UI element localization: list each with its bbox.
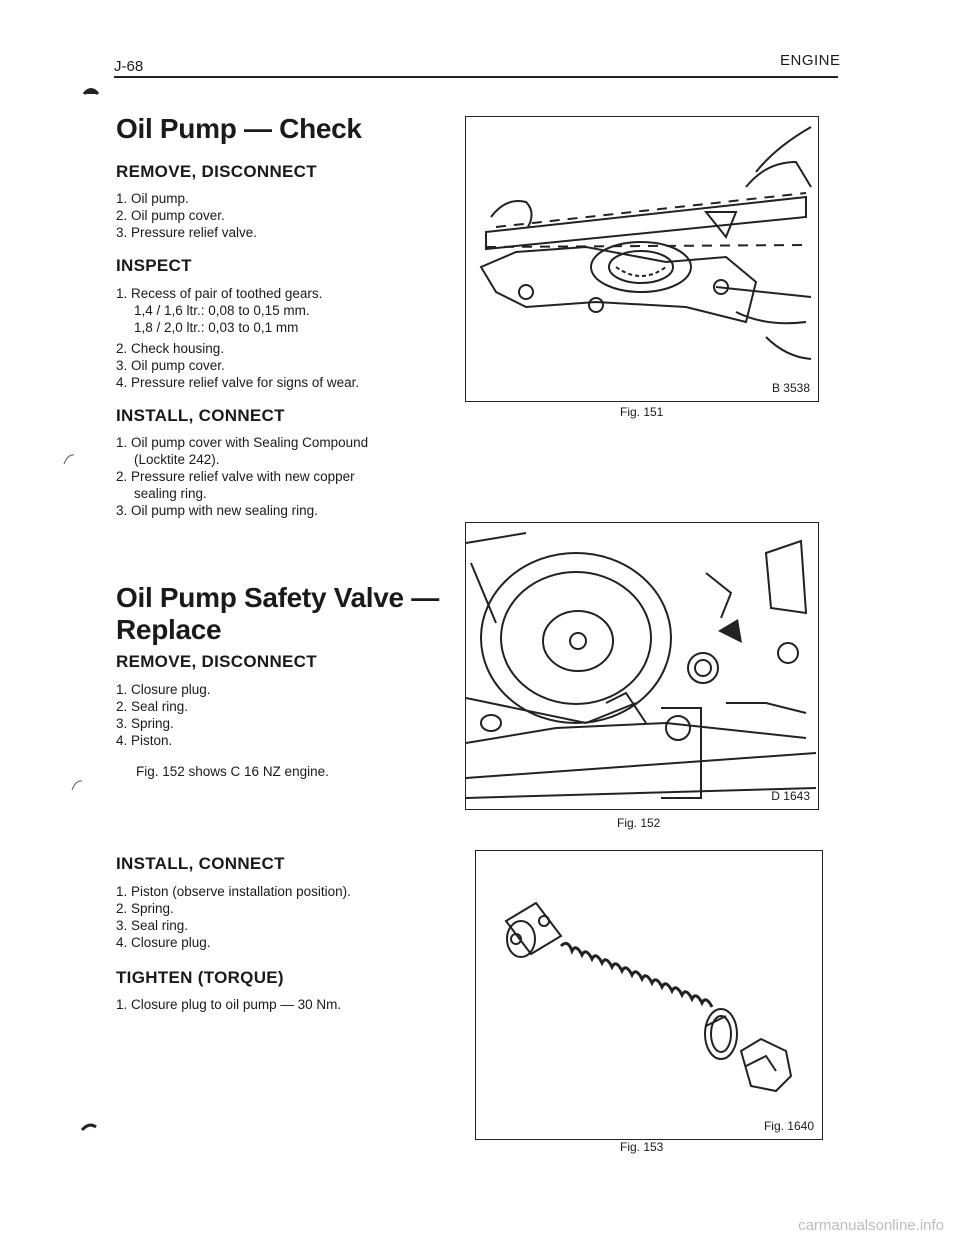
list-item: 1. Oil pump cover with Sealing Compound: [116, 435, 369, 450]
title-line: Replace: [116, 614, 222, 645]
list-item: 2. Check housing.: [116, 341, 225, 356]
margin-mark-icon: [80, 1122, 98, 1132]
list-item: 4. Closure plug.: [116, 935, 211, 950]
list-item: 3. Seal ring.: [116, 918, 189, 933]
install-heading: INSTALL, CONNECT: [116, 406, 285, 425]
page-number: J-68: [114, 58, 144, 75]
section-title: ENGINE: [780, 52, 841, 69]
list-item: 1. Recess of pair of toothed gears.: [116, 286, 323, 301]
list-item: 3. Pressure relief valve.: [116, 225, 258, 240]
list-item: 3. Oil pump with new sealing ring.: [116, 503, 318, 518]
tighten-list: [116, 996, 341, 1013]
inspect-heading: INSPECT: [116, 256, 192, 275]
list-item: sealing ring.: [134, 486, 207, 501]
remove-heading: REMOVE, DISCONNECT: [116, 162, 317, 181]
figure-id: D 1643: [771, 789, 810, 803]
install-heading: INSTALL, CONNECT: [116, 854, 285, 873]
list-item: 2. Oil pump cover.: [116, 208, 225, 223]
install-list: [116, 434, 368, 519]
figure-caption: Fig. 151: [620, 405, 664, 419]
list-item: 2. Seal ring.: [116, 699, 189, 714]
figure-id: Fig. 1640: [763, 1119, 814, 1133]
title-line: Oil Pump Safety Valve —: [116, 582, 440, 613]
list-item: 1. Closure plug.: [116, 682, 211, 697]
figure-note: Fig. 152 shows C 16 NZ engine.: [136, 764, 329, 779]
list-item: 2. Spring.: [116, 901, 174, 916]
safety-valve-exploded-view-icon: [476, 851, 822, 1139]
margin-mark-icon: [82, 86, 100, 96]
tighten-heading: TIGHTEN (TORQUE): [116, 968, 284, 987]
install-list: [116, 883, 351, 951]
list-item: (Locktite 242).: [134, 452, 220, 467]
header-rule: [114, 76, 838, 78]
figure-id: B 3538: [771, 381, 810, 395]
figure-caption: Fig. 153: [620, 1140, 664, 1154]
remove-heading: REMOVE, DISCONNECT: [116, 652, 317, 671]
figure-152: [465, 522, 819, 810]
section-title-oil-pump-check: Oil Pump — Check: [116, 113, 362, 144]
section-title-safety-valve: [116, 582, 439, 646]
safety-valve-location-diagram-icon: [466, 523, 818, 809]
remove-list: [116, 190, 257, 241]
figure-151: [465, 116, 819, 402]
list-item: 3. Oil pump cover.: [116, 358, 225, 373]
inspect-list: [116, 285, 359, 391]
list-item: 1,8 / 2,0 ltr.: 0,03 to 0,1 mm: [134, 320, 299, 335]
list-item: 4. Pressure relief valve for signs of wear.: [116, 375, 360, 390]
oil-pump-diagram-icon: [466, 117, 818, 401]
list-item: 1,4 / 1,6 ltr.: 0,08 to 0,15 mm.: [134, 303, 310, 318]
figure-caption: Fig. 152: [617, 816, 661, 830]
figure-153: [475, 850, 823, 1140]
list-item: 4. Piston.: [116, 733, 173, 748]
list-item: 1. Piston (observe installation position).: [116, 884, 351, 899]
margin-mark-icon: [62, 452, 76, 466]
remove-list: [116, 681, 211, 749]
list-item: 1. Oil pump.: [116, 191, 189, 206]
list-item: 2. Pressure relief valve with new copper: [116, 469, 355, 484]
list-item: 3. Spring.: [116, 716, 174, 731]
margin-mark-icon: [70, 778, 84, 792]
list-item: 1. Closure plug to oil pump — 30 Nm.: [116, 997, 342, 1012]
watermark: carmanualsonline.info: [798, 1217, 944, 1234]
